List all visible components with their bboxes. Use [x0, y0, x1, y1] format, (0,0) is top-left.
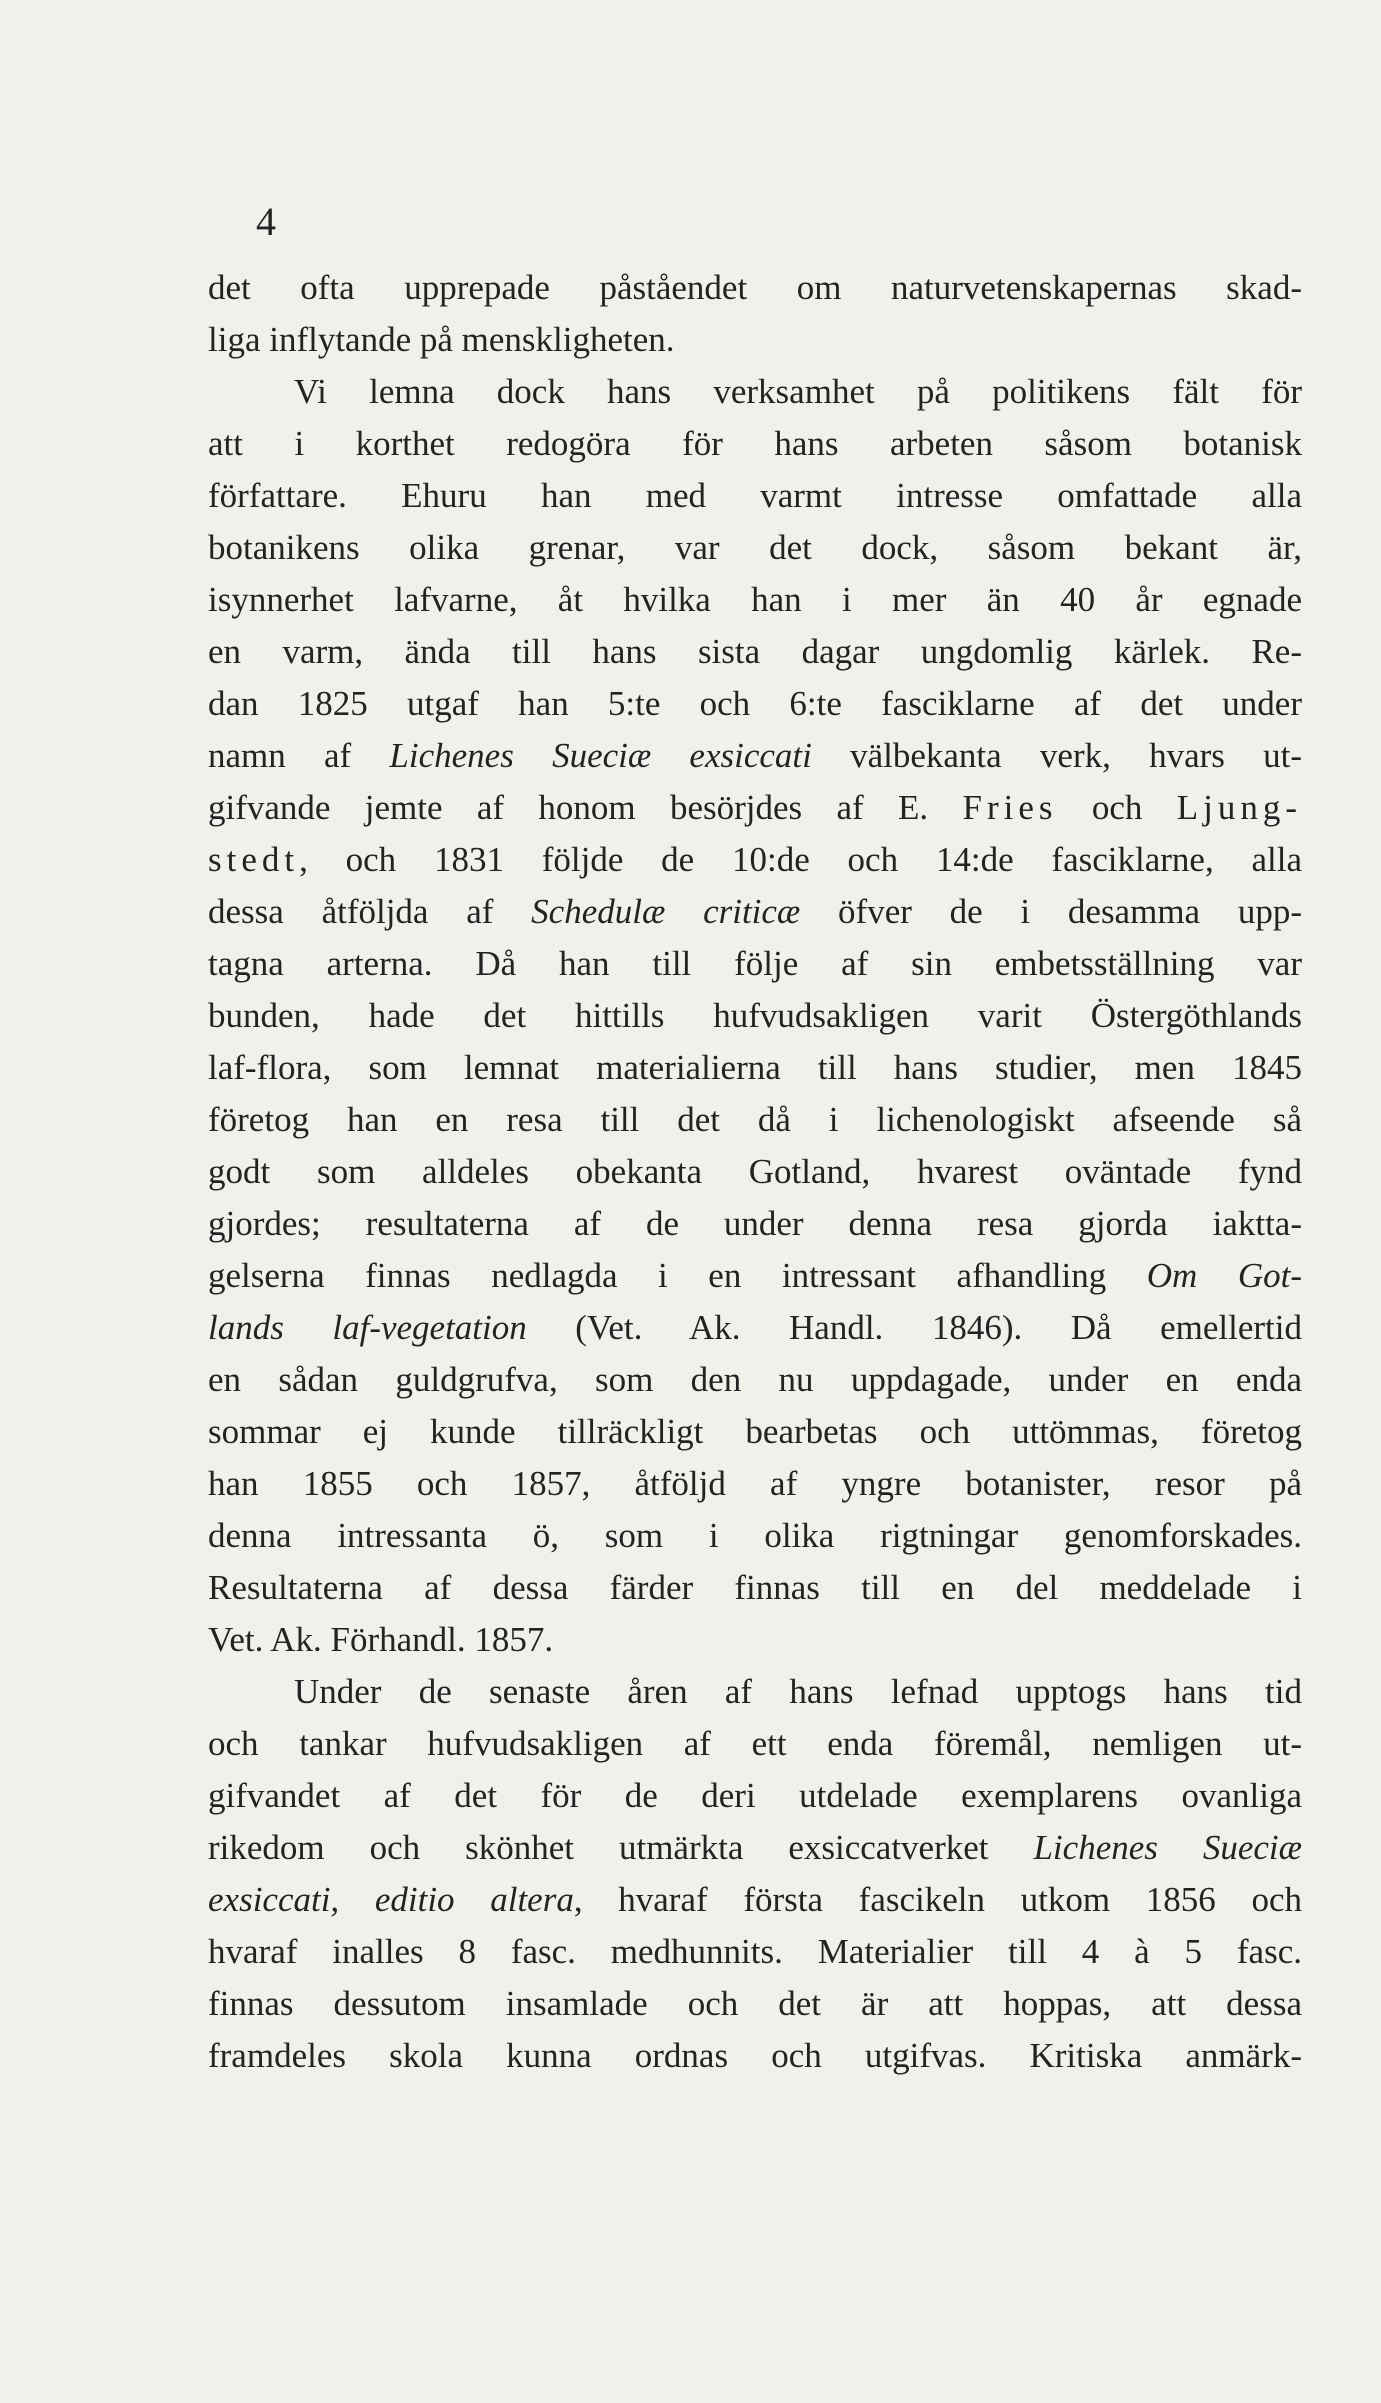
- text-line: isynnerhet lafvarne, åt hvilka han i mer än 40 år egnade: [208, 580, 1302, 619]
- italic-title: Schedulæ criticæ: [531, 892, 801, 931]
- text-line: botanikens olika grenar, var det dock, såsom bekant är,: [208, 528, 1302, 567]
- text-line: finnas dessutom insamlade och det är att hoppas, att dessa: [208, 1984, 1302, 2023]
- text-line: denna intressanta ö, som i olika rigtningar genomforskades.: [208, 1516, 1302, 1555]
- italic-title: lands laf-vegetation: [208, 1308, 527, 1347]
- text-line: en varm, ända till hans sista dagar ungdomlig kärlek. Re-: [208, 632, 1302, 671]
- text-line: stedt, och 1831 följde de 10:de och 14:de fasciklarne, alla: [208, 840, 1302, 879]
- spaced-name: stedt: [208, 840, 300, 879]
- italic-title: Lichenes Sueciæ exsiccati: [389, 736, 812, 775]
- text-line: rikedom och skönhet utmärkta exsiccatverket Lichenes Sueciæ: [208, 1828, 1302, 1867]
- text-line: hvaraf inalles 8 fasc. medhunnits. Materialier till 4 à 5 fasc.: [208, 1932, 1302, 1971]
- text-line: tagna arterna. Då han till följe af sin embetsställning var: [208, 944, 1302, 983]
- text-line: och tankar hufvudsakligen af ett enda föremål, nemligen ut-: [208, 1724, 1302, 1763]
- italic-title: Om Got-: [1146, 1256, 1302, 1295]
- text-line: bunden, hade det hittills hufvudsakligen varit Östergöthlands: [208, 996, 1302, 1035]
- text-line: gifvande jemte af honom besörjdes af E. Fries och Ljung-: [208, 788, 1302, 827]
- italic-title: exsiccati, editio altera: [208, 1880, 574, 1919]
- text-line: laf-flora, som lemnat materialierna till hans studier, men 1845: [208, 1048, 1302, 1087]
- text-line: namn af Lichenes Sueciæ exsiccati välbekanta verk, hvars ut-: [208, 736, 1303, 775]
- text-line: exsiccati, editio altera, hvaraf första fascikeln utkom 1856 och: [208, 1880, 1302, 1919]
- text-line: dessa åtföljda af Schedulæ criticæ öfver de i desamma upp-: [208, 892, 1302, 931]
- text-line: det ofta upprepade påståendet om naturvetenskapernas skad-: [208, 268, 1302, 307]
- text-line: dan 1825 utgaf han 5:te och 6:te fasciklarne af det under: [208, 684, 1302, 723]
- text-line: sommar ej kunde tillräckligt bearbetas och uttömmas, företog: [208, 1412, 1302, 1451]
- text-line: han 1855 och 1857, åtföljd af yngre botanister, resor på: [208, 1464, 1302, 1503]
- text-line: Resultaterna af dessa färder finnas till en del meddelade i: [208, 1568, 1302, 1607]
- text-line: författare. Ehuru han med varmt intresse omfattade alla: [208, 476, 1302, 515]
- text-line: gjordes; resultaterna af de under denna resa gjorda iaktta-: [208, 1204, 1302, 1243]
- text-line: att i korthet redogöra för hans arbeten såsom botanisk: [208, 424, 1302, 463]
- text-line: liga inflytande på menskligheten.: [208, 320, 675, 359]
- page-number: 4: [256, 199, 276, 244]
- text-line: framdeles skola kunna ordnas och utgifvas. Kritiska anmärk-: [208, 2036, 1302, 2075]
- text-line: godt som alldeles obekanta Gotland, hvarest oväntade fynd: [208, 1152, 1302, 1191]
- text-line: en sådan guldgrufva, som den nu uppdagade, under en enda: [208, 1360, 1302, 1399]
- text-line: Vet. Ak. Förhandl. 1857.: [208, 1620, 554, 1659]
- italic-title: Lichenes Sueciæ: [1033, 1828, 1302, 1867]
- spaced-name: Fries: [962, 788, 1058, 827]
- text-line: gifvandet af det för de deri utdelade exemplarens ovanliga: [208, 1776, 1302, 1815]
- text-line: lands laf-vegetation (Vet. Ak. Handl. 1846). Då emellertid: [208, 1308, 1302, 1347]
- spaced-name: Ljung-: [1176, 788, 1302, 827]
- text-line: Under de senaste åren af hans lefnad upptogs hans tid: [294, 1672, 1302, 1711]
- text-line: Vi lemna dock hans verksamhet på politikens fält för: [294, 372, 1302, 411]
- text-line: företog han en resa till det då i lichenologiskt afseende så: [208, 1100, 1302, 1139]
- text-line: gelserna finnas nedlagda i en intressant afhandling Om Got-: [208, 1256, 1302, 1295]
